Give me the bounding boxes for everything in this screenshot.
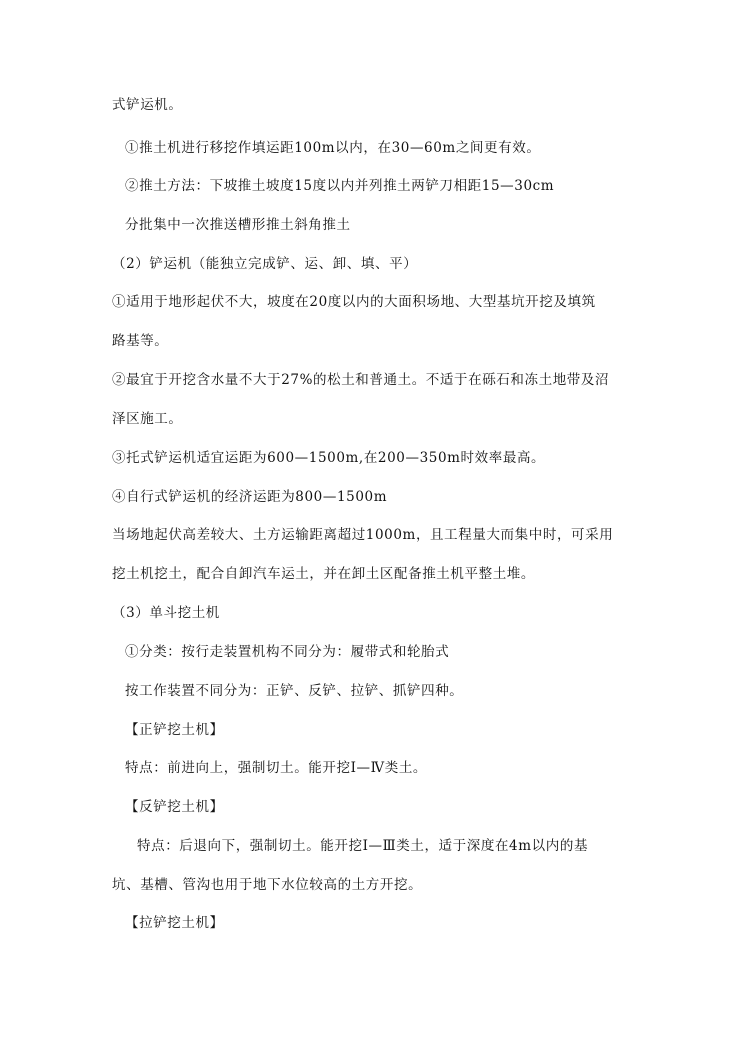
text-line-10: ③托式铲运机适宜运距为600—1500m,在200—350m时效率最高。 bbox=[112, 450, 546, 466]
text-line-20: 特点：后退向下，强制切土。能开挖Ⅰ—Ⅲ类土，适于深度在4m以内的基 bbox=[137, 838, 589, 854]
text-line-8: ②最宜于开挖含水量不大于27%的松土和普通土。不适于在砾石和冻土地带及沼 bbox=[112, 372, 610, 388]
text-line-21: 坑、基槽、管沟也用于地下水位较高的土方开挖。 bbox=[112, 877, 423, 893]
text-line-4: 分批集中一次推送槽形推土斜角推土 bbox=[125, 217, 351, 233]
text-line-17: 【正铲挖土机】 bbox=[125, 722, 224, 738]
text-line-5: （2）铲运机（能独立完成铲、运、卸、填、平） bbox=[112, 256, 418, 272]
text-line-6: ①适用于地形起伏不大，坡度在20度以内的大面积场地、大型基坑开挖及填筑 bbox=[112, 294, 596, 310]
text-line-3: ②推土方法：下坡推土坡度15度以内并列推土两铲刀相距15—30cm bbox=[125, 178, 555, 194]
text-line-11: ④自行式铲运机的经济运距为800—1500m bbox=[112, 489, 388, 505]
text-line-1: 式铲运机。 bbox=[112, 97, 183, 113]
text-line-14: （3）单斗挖土机 bbox=[112, 605, 220, 621]
text-line-12: 当场地起伏高差较大、土方运输距离超过1000m，且工程量大而集中时，可采用 bbox=[112, 527, 614, 543]
text-line-2: ①推土机进行移挖作填运距100m以内，在30—60m之间更有效。 bbox=[125, 140, 541, 156]
text-line-16: 按工作装置不同分为：正铲、反铲、拉铲、抓铲四种。 bbox=[125, 683, 464, 699]
text-line-13: 挖土机挖土，配合自卸汽车运土，并在卸土区配备推土机平整土堆。 bbox=[112, 566, 535, 582]
text-line-19: 【反铲挖土机】 bbox=[125, 799, 224, 815]
text-line-18: 特点：前进向上，强制切土。能开挖Ⅰ—Ⅳ类土。 bbox=[125, 760, 428, 776]
text-line-22: 【拉铲挖土机】 bbox=[125, 915, 224, 931]
text-line-15: ①分类：按行走装置机构不同分为：履带式和轮胎式 bbox=[125, 644, 450, 660]
text-line-7: 路基等。 bbox=[112, 333, 169, 349]
text-line-9: 泽区施工。 bbox=[112, 411, 183, 427]
